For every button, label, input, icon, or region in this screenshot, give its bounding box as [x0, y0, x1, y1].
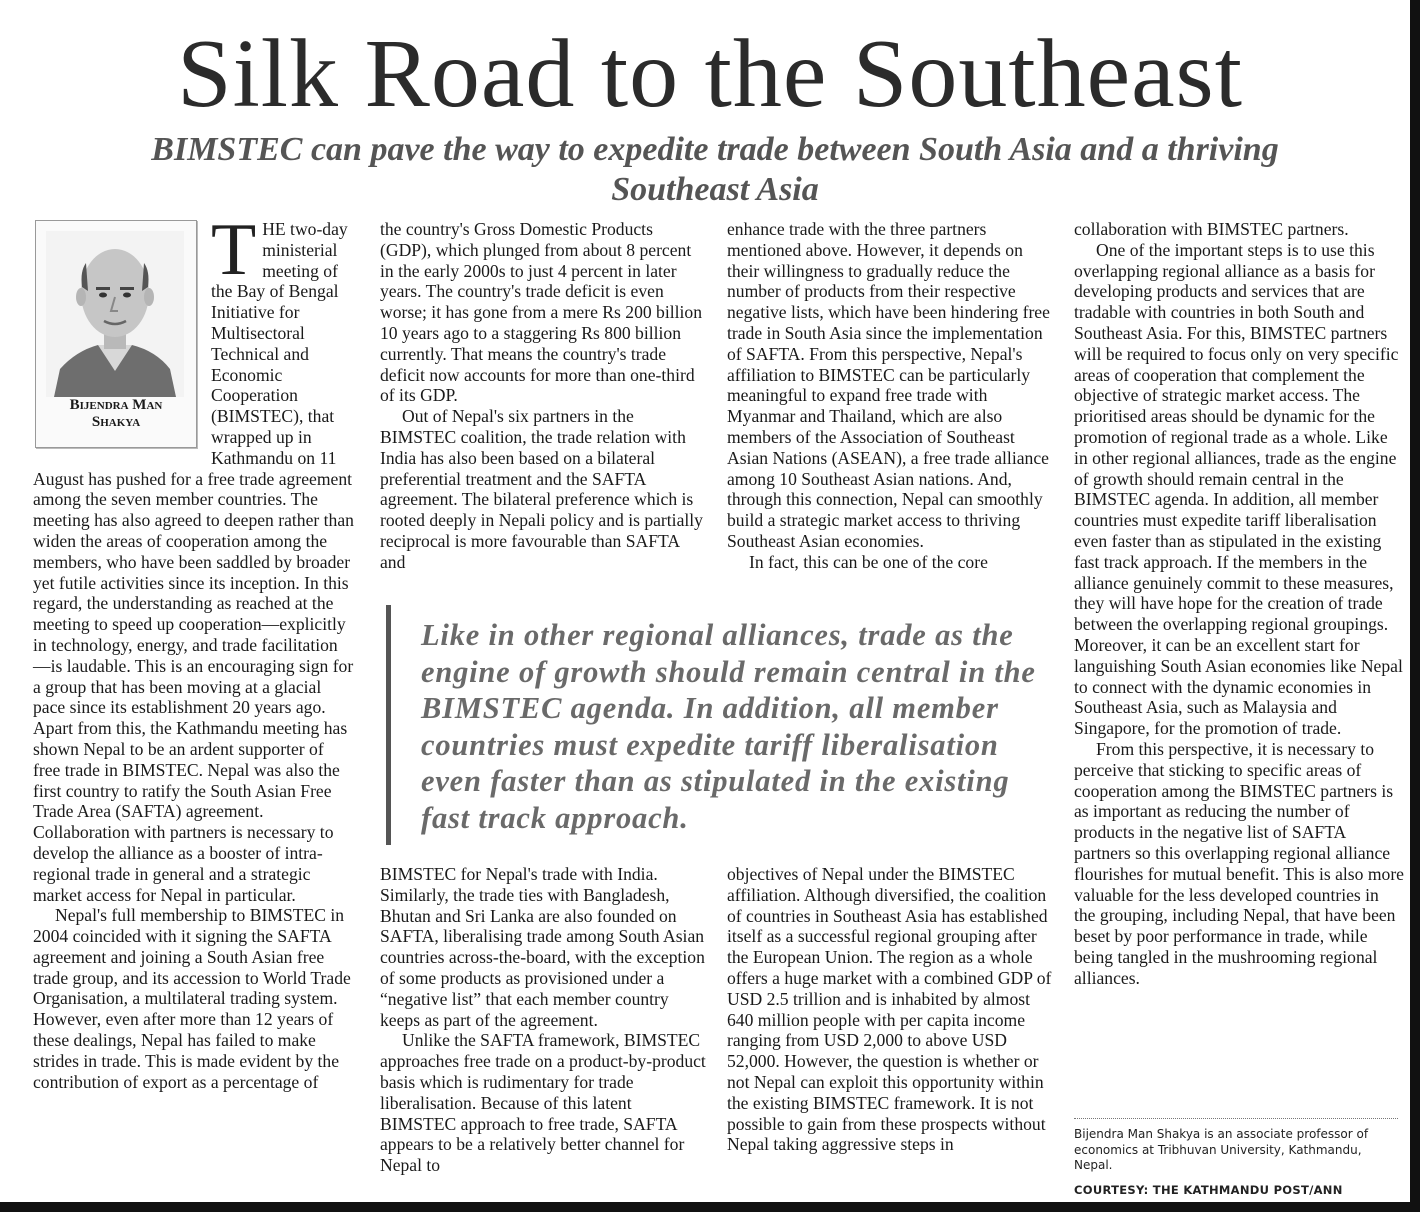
- page-edge-right: [1410, 0, 1420, 1212]
- article-paragraph: In fact, this can be one of the core: [749, 551, 988, 572]
- pull-quote-text: Like in other regional alliances, trade as the engine of growth should remain central in the BIMSTEC agenda. In addition, all member countries must expedite tariff liberalisation even faster than as stipulated in the existing fast track approach.: [421, 618, 1036, 835]
- author-name-line2: Shakya: [91, 414, 141, 430]
- column-3-bottom: [727, 864, 1053, 1155]
- headline: Silk Road to the Southeast: [177, 20, 1243, 128]
- article-paragraph: the country's Gross Domestic Products (GDP), which plunged from about 8 percent in the early 2000s to just 4 percent in later years. The country's trade deficit is even worse; it has gone from a mere Rs 200 billion 10 years ago to a staggering Rs 800 billion currently. That means the country's trade deficit now accounts for more than one-third of its GDP.: [380, 219, 703, 406]
- author-bio: Bijendra Man Shakya is an associate professor of economics at Tribhuvan University, Kathmandu, Nepal.: [1074, 1127, 1369, 1172]
- author-name-line1: Bijendra Man: [69, 397, 163, 413]
- article-paragraph: Out of Nepal's six partners in the BIMSTEC coalition, the trade relation with India has also been based on a bilateral preferential treatment and the SAFTA agreement. The bilateral preference which is rooted deeply in Nepali policy and is partially reciprocal is more favourable than SAFTA and: [380, 406, 703, 572]
- column-4: [1074, 219, 1404, 988]
- column-2-bottom: [380, 864, 710, 1176]
- article-paragraph: From this perspective, it is necessary to perceive that sticking to specific areas of cooperation among the BIMSTEC partners is as important as reducing the number of products in the negative list of SAFTA partners so this overlapping regional alliance flourishes for mutual benefit. This is also more valuable for the less developed countries in the grouping, including Nepal, that have been beset by poor performance in trade, while being tangled in the mushrooming regional alliances.: [1074, 738, 1404, 988]
- column-3-top: [727, 219, 1053, 573]
- article-paragraph: One of the important steps is to use this overlapping regional alliance as a basis for developing products and services that are tradable with countries in both South and Southeast Asia. For this, BIMSTEC partners will be required to focus only on very specific areas of cooperation that complement the objective of strategic market access. The prioritised areas should be dynamic for the promotion of regional trade as a whole. Like in other regional alliances, trade as the engine of growth should remain central in the BIMSTEC agenda. In addition, all member countries must expedite tariff liberalisation even faster than as stipulated in the existing fast track approach. If the members in the alliance genuinely commit to these measures, they will have hope for the creation of trade between the overlapping regional groupings. Moreover, it can be an excellent start for languishing South Asian economies like Nepal to connect with the dynamic economies in Southeast Asia, such as Malaysia and Singapore, for the promotion of trade.: [1074, 239, 1403, 739]
- page-edge-bottom: [0, 1202, 1420, 1212]
- article-paragraph: collaboration with BIMSTEC partners.: [1074, 219, 1349, 239]
- dropcap: T: [211, 209, 257, 291]
- column-2-top: [380, 219, 706, 573]
- deck-subheadline: BIMSTEC can pave the way to expedite trade between South Asia and a thriving Southeast Asia: [151, 131, 1279, 208]
- courtesy-credit: COURTESY: THE KATHMANDU POST/ANN: [1074, 1183, 1343, 1197]
- article-text: HE two-day ministerial meeting of the Bay of Bengal Initiative for Multisectoral Technical and Economic Cooperation (BIMSTEC), that wrapped up in Kathmandu on 11 August has pushed for a free trade agreement among the seven member countries. The meeting has also agreed to deepen rather than widen the areas of cooperation among the members, who have been saddled by broader yet futile activities since its inception. In this regard, the understanding as reached at the meeting to speed up cooperation—explicitly in technology, energy, and trade facilitation—is laudable. This is an encouraging sign for a group that has been moving at a glacial pace since its establishment 20 years ago. Apart from this, the Kathmandu meeting has shown Nepal to be an ardent supporter of free trade in BIMSTEC. Nepal was also the first country to ratify the South Asian Free Trade Area (SAFTA) agreement. Collaboration with partners is necessary to develop the alliance as a booster of intra-regional trade in general and a strategic market access for Nepal in particular.: [33, 219, 354, 905]
- column-1: [33, 209, 355, 1092]
- pull-quote: [386, 605, 1061, 845]
- photo-float-spacer: [33, 219, 211, 459]
- article-paragraph: BIMSTEC for Nepal's trade with India. Similarly, the trade ties with Bangladesh, Bhutan and Sri Lanka are also founded on SAFTA, liberalising trade among South Asian countries across-the-board, with the exception of some products as provisioned under a “negative list” that each member country keeps as part of the agreement.: [380, 864, 705, 1030]
- article-paragraph: Unlike the SAFTA framework, BIMSTEC approaches free trade on a product-by-product basis which is rudimentary for trade liberalisation. Because of this latent BIMSTEC approach to free trade, SAFTA appears to be a relatively better channel for Nepal to: [380, 1030, 706, 1176]
- article-paragraph: Nepal's full membership to BIMSTEC in 2004 coincided with it signing the SAFTA agreement and joining a South Asian free trade group, and its accession to World Trade Organisation, a multilateral trading system. However, even after more than 12 years of these dealings, Nepal has failed to make strides in trade. This is made evident by the contribution of export as a percentage of: [33, 905, 351, 1092]
- bio-divider: [1074, 1118, 1398, 1119]
- article-paragraph: objectives of Nepal under the BIMSTEC affiliation. Although diversified, the coalition of countries in Southeast Asia has established itself as a successful regional grouping after the European Union. The region as a whole offers a huge market with a combined GDP of USD 2.5 trillion and is inhabited by almost 640 million people with per capita income ranging from USD 2,000 to above USD 52,000. However, the question is whether or not Nepal can exploit this opportunity within the existing BIMSTEC framework. It is not possible to gain from these prospects without Nepal taking aggressive steps in: [727, 864, 1052, 1155]
- article-paragraph: enhance trade with the three partners mentioned above. However, it depends on their willingness to gradually reduce the number of products from their respective negative lists, which have been hindering free trade in South Asia since the implementation of SAFTA. From this perspective, Nepal's affiliation to BIMSTEC can be particularly meaningful to expand free trade with Myanmar and Thailand, which are also members of the Association of Southeast Asian Nations (ASEAN), a free trade alliance among 10 Southeast Asian nations. And, through this connection, Nepal can smoothly build a strategic market access to thriving Southeast Asian economies.: [727, 219, 1050, 551]
